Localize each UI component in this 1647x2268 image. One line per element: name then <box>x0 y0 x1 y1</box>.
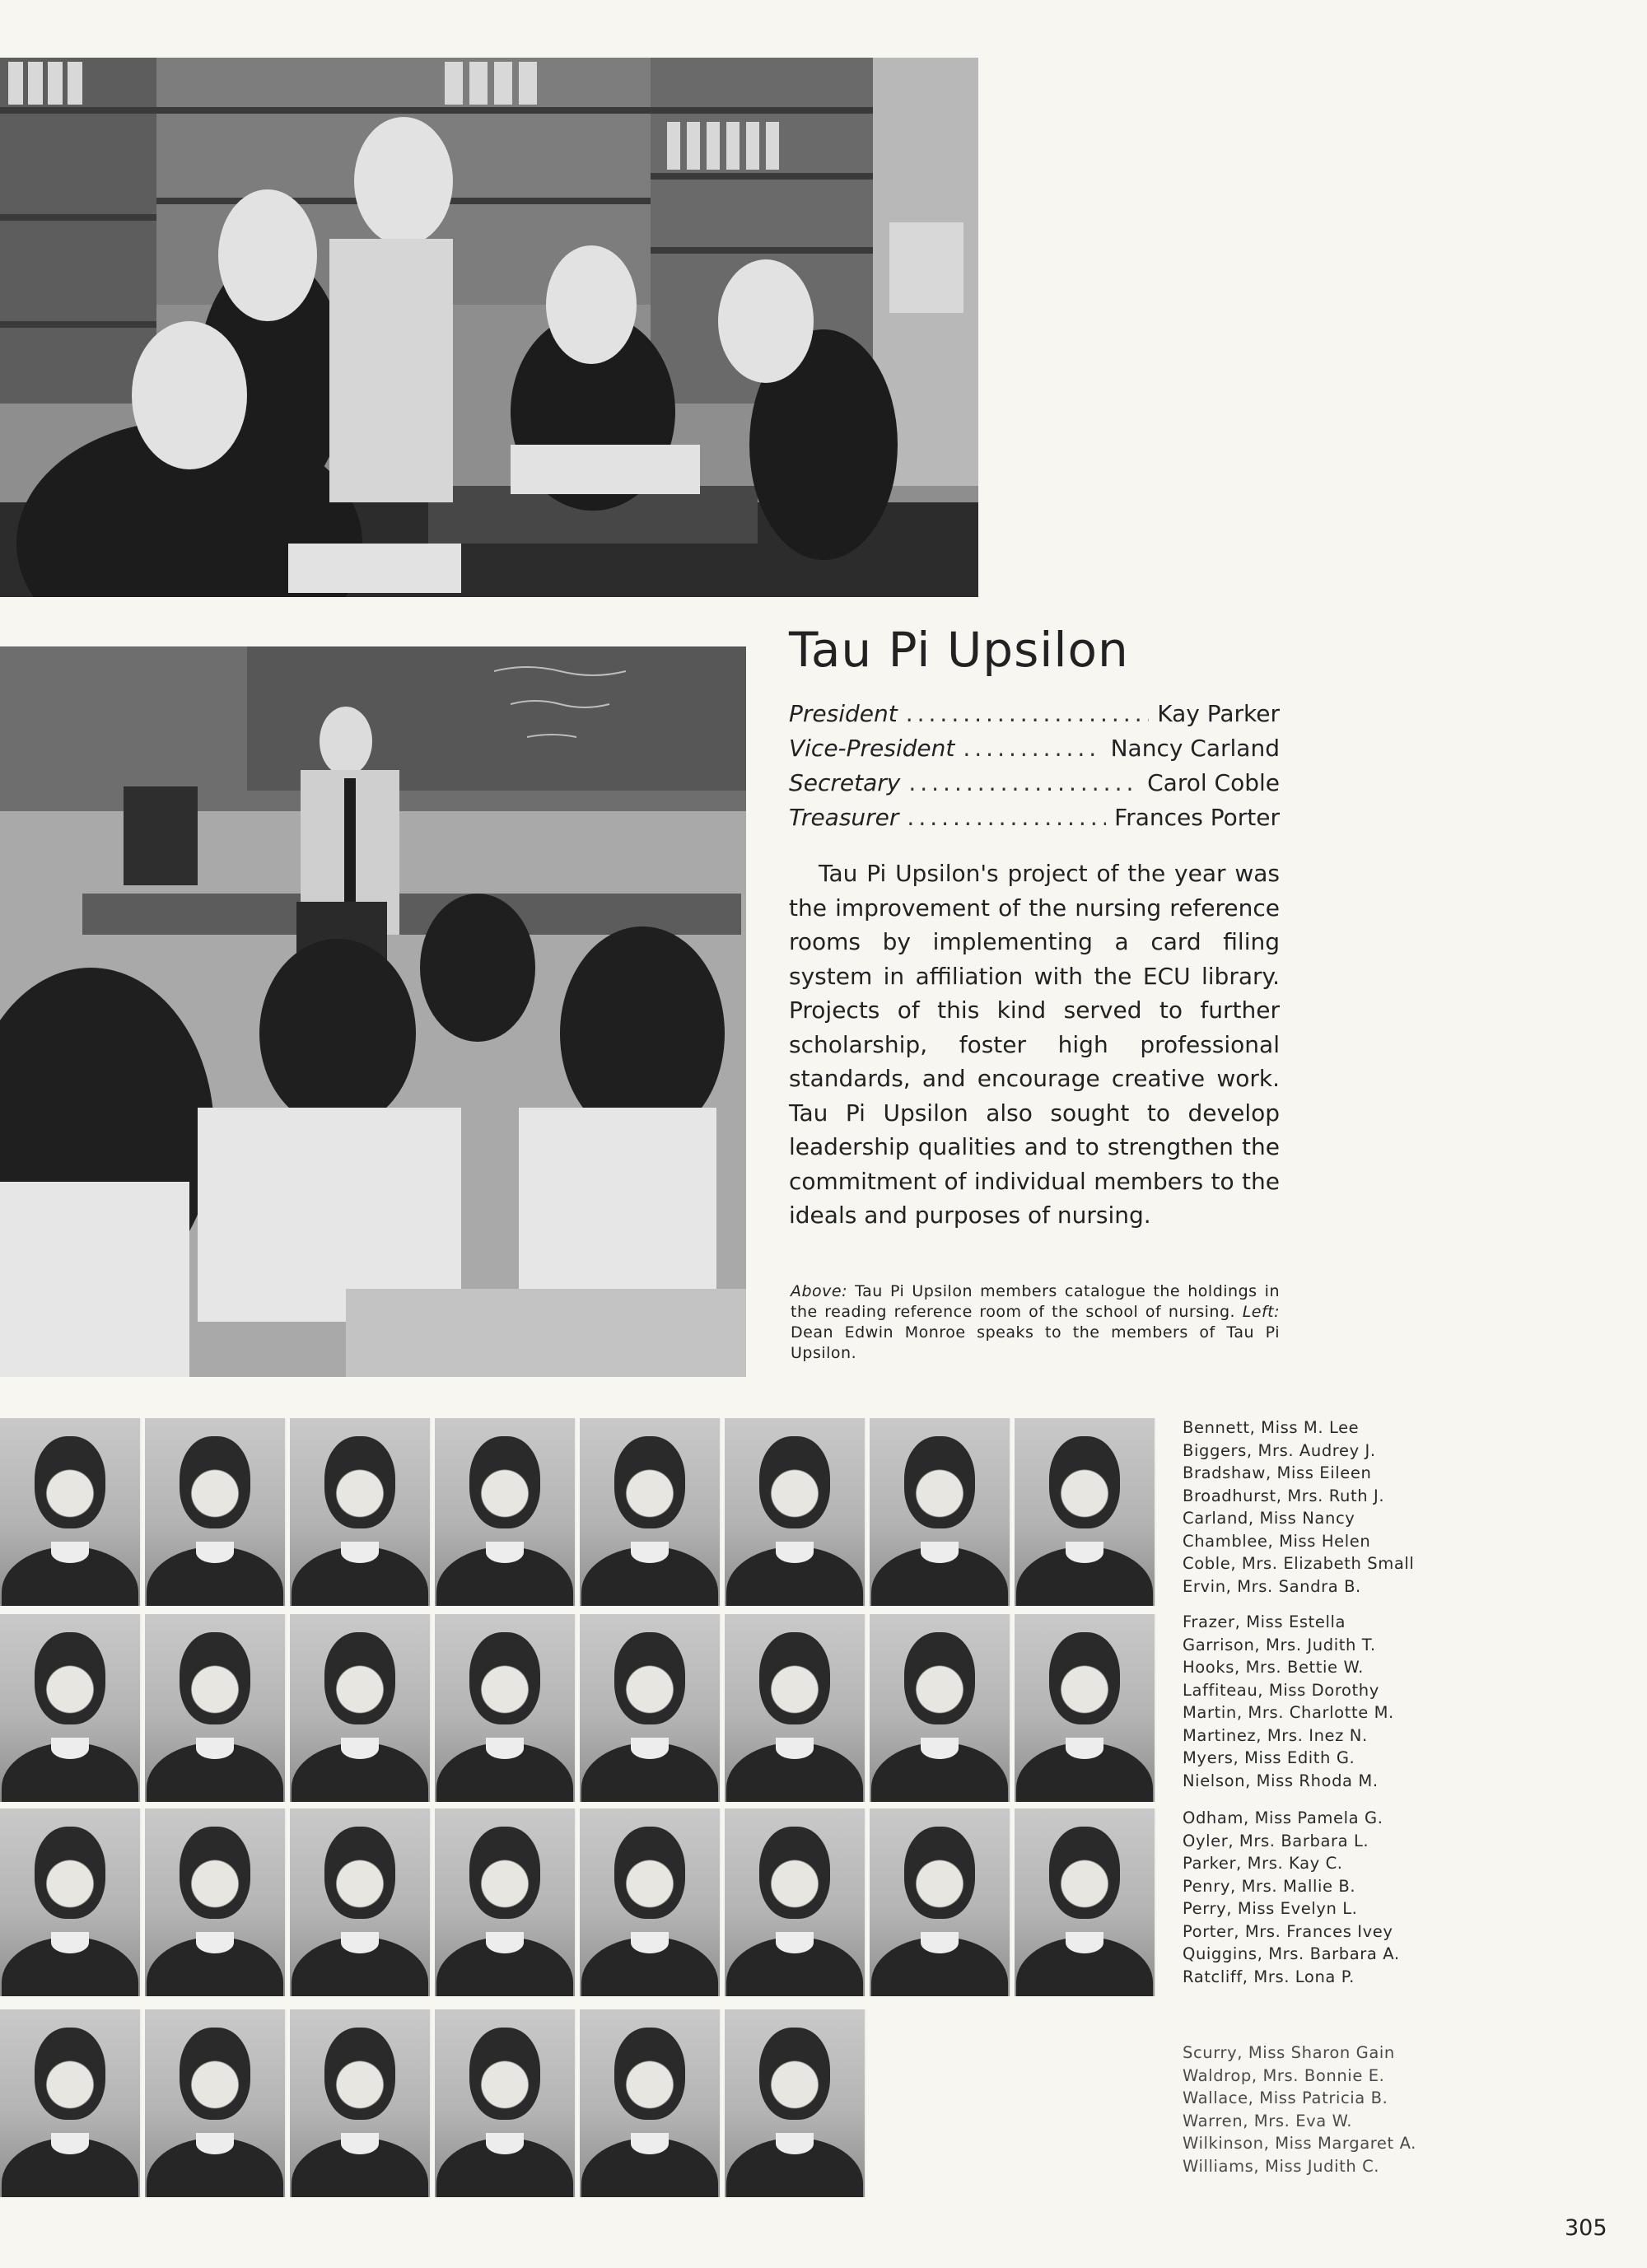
member-name: Carland, Miss Nancy <box>1183 1509 1355 1528</box>
member-portrait <box>145 1808 287 1996</box>
portrait-head <box>324 1436 395 1528</box>
portrait-collar <box>51 1542 89 1563</box>
portrait-head <box>35 2028 105 2120</box>
portrait-collar <box>1066 1542 1103 1563</box>
portrait-head <box>614 1827 685 1919</box>
portrait-collar <box>341 1932 379 1953</box>
member-name: Penry, Mrs. Mallie B. <box>1183 1876 1356 1896</box>
portrait-head <box>469 1827 540 1919</box>
portrait-head <box>904 1827 975 1919</box>
portrait-collar <box>341 1738 379 1759</box>
member-name: Perry, Miss Evelyn L. <box>1183 1899 1358 1918</box>
portrait-collar <box>631 2133 669 2154</box>
portrait-head <box>1049 1436 1120 1528</box>
member-portrait <box>580 1614 721 1802</box>
member-name: Warren, Mrs. Eva W. <box>1183 2111 1353 2130</box>
portrait-head <box>324 2028 395 2120</box>
member-portrait <box>435 1418 576 1606</box>
member-portrait <box>870 1808 1011 1996</box>
portrait-collar <box>486 1542 524 1563</box>
member-portrait <box>0 1614 142 1802</box>
portrait-head <box>759 2028 830 2120</box>
member-portrait <box>435 1614 576 1802</box>
portrait-head <box>469 1436 540 1528</box>
portrait-collar <box>196 1932 234 1953</box>
portrait-head <box>469 2028 540 2120</box>
member-portrait <box>290 2009 432 2197</box>
member-portrait <box>435 2009 576 2197</box>
member-name: Ervin, Mrs. Sandra B. <box>1183 1576 1361 1596</box>
portrait-collar <box>921 1542 959 1563</box>
portrait-head <box>614 1436 685 1528</box>
member-name: Waldrop, Mrs. Bonnie E. <box>1183 2065 1385 2085</box>
member-name: Nielson, Miss Rhoda M. <box>1183 1771 1379 1790</box>
officer-role: President <box>789 700 898 727</box>
portrait-collar <box>51 1932 89 1953</box>
portrait-collar <box>196 1542 234 1563</box>
member-name: Chamblee, Miss Helen <box>1183 1531 1371 1551</box>
member-portrait <box>145 1418 287 1606</box>
member-portrait <box>1015 1614 1156 1802</box>
member-portrait <box>290 1614 432 1802</box>
member-names-group-2 <box>1183 1611 1454 1792</box>
caption-left-text: Dean Edwin Monroe speaks to the members of Tau Pi Upsilon. <box>791 1323 1280 1362</box>
portrait-head <box>759 1436 830 1528</box>
member-name: Frazer, Miss Estella <box>1183 1612 1346 1631</box>
member-name: Bennett, Miss M. Lee <box>1183 1418 1360 1437</box>
member-portrait <box>145 1614 287 1802</box>
caption-left-label: Left: <box>1242 1303 1281 1321</box>
officer-role: Treasurer <box>789 804 899 831</box>
club-title: Tau Pi Upsilon <box>789 622 1129 678</box>
page-number: 305 <box>1565 2215 1607 2241</box>
portrait-head <box>904 1436 975 1528</box>
member-name: Porter, Mrs. Frances Ivey <box>1183 1921 1393 1941</box>
member-portrait <box>870 1418 1011 1606</box>
member-portrait <box>145 2009 287 2197</box>
member-name: Bradshaw, Miss Eileen <box>1183 1463 1372 1482</box>
portrait-collar <box>631 1932 669 1953</box>
portrait-head <box>1049 1827 1120 1919</box>
portrait-collar <box>921 1738 959 1759</box>
member-portrait <box>580 1808 721 1996</box>
member-name: Myers, Miss Edith G. <box>1183 1748 1355 1767</box>
portrait-head <box>35 1632 105 1724</box>
member-portrait <box>0 2009 142 2197</box>
portrait-head <box>324 1632 395 1724</box>
portrait-head <box>904 1632 975 1724</box>
caption-above-label: Above: <box>791 1282 848 1300</box>
member-portrait <box>870 1614 1011 1802</box>
member-portrait <box>0 1418 142 1606</box>
member-name: Hooks, Mrs. Bettie W. <box>1183 1658 1364 1677</box>
member-name: Oyler, Mrs. Barbara L. <box>1183 1831 1369 1850</box>
officer-name: Nancy Carland <box>1110 735 1280 762</box>
portrait-collar <box>1066 1932 1103 1953</box>
portrait-head <box>759 1632 830 1724</box>
member-name: Wilkinson, Miss Margaret A. <box>1183 2134 1416 2153</box>
portrait-collar <box>486 1932 524 1953</box>
member-portrait <box>725 1418 866 1606</box>
portrait-collar <box>486 1738 524 1759</box>
portrait-collar <box>631 1738 669 1759</box>
portrait-head <box>180 1632 250 1724</box>
officer-name: Frances Porter <box>1114 804 1280 831</box>
member-portrait <box>725 1614 866 1802</box>
portrait-head <box>180 2028 250 2120</box>
caption-above-text: Tau Pi Upsilon members catalogue the holdings in the reading reference room of the school of nursing. <box>791 1282 1280 1321</box>
description-paragraph: Tau Pi Upsilon's project of the year was the improvement of the nursing reference rooms by implementing a card filing system in affiliation with the ECU library. Projects of this kind served to further scholarship, foster high professional standards, and encourage creative work. Tau Pi Upsilon also sought to develop leadership qualities and to strengthen the commitment of individual members to the ideals and purposes of nursing. <box>789 860 1280 1229</box>
member-name: Laffiteau, Miss Dorothy <box>1183 1680 1379 1700</box>
member-portrait <box>725 1808 866 1996</box>
member-name: Broadhurst, Mrs. Ruth J. <box>1183 1486 1385 1505</box>
member-portrait <box>435 1808 576 1996</box>
member-portrait <box>1015 1808 1156 1996</box>
portrait-collar <box>921 1932 959 1953</box>
member-name: Coble, Mrs. Elizabeth Small <box>1183 1554 1415 1573</box>
portrait-collar <box>776 2133 814 2154</box>
member-names-group-4 <box>1183 2042 1454 2177</box>
portrait-head <box>1049 1632 1120 1724</box>
member-name: Ratcliff, Mrs. Lona P. <box>1183 1967 1355 1986</box>
portrait-head <box>614 1632 685 1724</box>
portrait-head <box>469 1632 540 1724</box>
member-name: Odham, Miss Pamela G. <box>1183 1808 1383 1827</box>
portrait-head <box>759 1827 830 1919</box>
portrait-collar <box>196 2133 234 2154</box>
officer-name: Carol Coble <box>1147 769 1280 796</box>
member-portrait <box>0 1808 142 1996</box>
member-name: Garrison, Mrs. Judith T. <box>1183 1635 1376 1654</box>
portrait-collar <box>341 2133 379 2154</box>
portrait-head <box>180 1827 250 1919</box>
portrait-collar <box>631 1542 669 1563</box>
member-name: Parker, Mrs. Kay C. <box>1183 1854 1343 1873</box>
member-name: Martin, Mrs. Charlotte M. <box>1183 1703 1394 1722</box>
member-name: Martinez, Mrs. Inez N. <box>1183 1725 1368 1745</box>
member-name: Wallace, Miss Patricia B. <box>1183 2088 1388 2107</box>
member-name: Quiggins, Mrs. Barbara A. <box>1183 1944 1400 1963</box>
member-portrait <box>580 1418 721 1606</box>
portrait-collar <box>776 1542 814 1563</box>
portrait-head <box>35 1827 105 1919</box>
member-portrait <box>290 1418 432 1606</box>
portrait-collar <box>196 1738 234 1759</box>
portrait-collar <box>51 2133 89 2154</box>
member-name: Williams, Miss Judith C. <box>1183 2156 1380 2176</box>
member-portrait <box>290 1808 432 1996</box>
portrait-head <box>35 1436 105 1528</box>
member-portrait <box>725 2009 866 2197</box>
portrait-collar <box>776 1738 814 1759</box>
portrait-head <box>324 1827 395 1919</box>
member-names-group-1 <box>1183 1416 1454 1598</box>
officer-role: Vice-President <box>789 735 955 762</box>
portrait-collar <box>341 1542 379 1563</box>
member-portrait <box>580 2009 721 2197</box>
member-portrait <box>1015 1418 1156 1606</box>
portrait-collar <box>1066 1738 1103 1759</box>
member-name: Biggers, Mrs. Audrey J. <box>1183 1440 1376 1460</box>
officer-name: Kay Parker <box>1157 700 1280 727</box>
portrait-head <box>614 2028 685 2120</box>
member-names-group-3 <box>1183 1807 1454 1988</box>
member-name: Scurry, Miss Sharon Gain <box>1183 2043 1395 2062</box>
portrait-collar <box>776 1932 814 1953</box>
portrait-collar <box>51 1738 89 1759</box>
officer-role: Secretary <box>789 769 901 796</box>
portrait-collar <box>486 2133 524 2154</box>
portrait-head <box>180 1436 250 1528</box>
